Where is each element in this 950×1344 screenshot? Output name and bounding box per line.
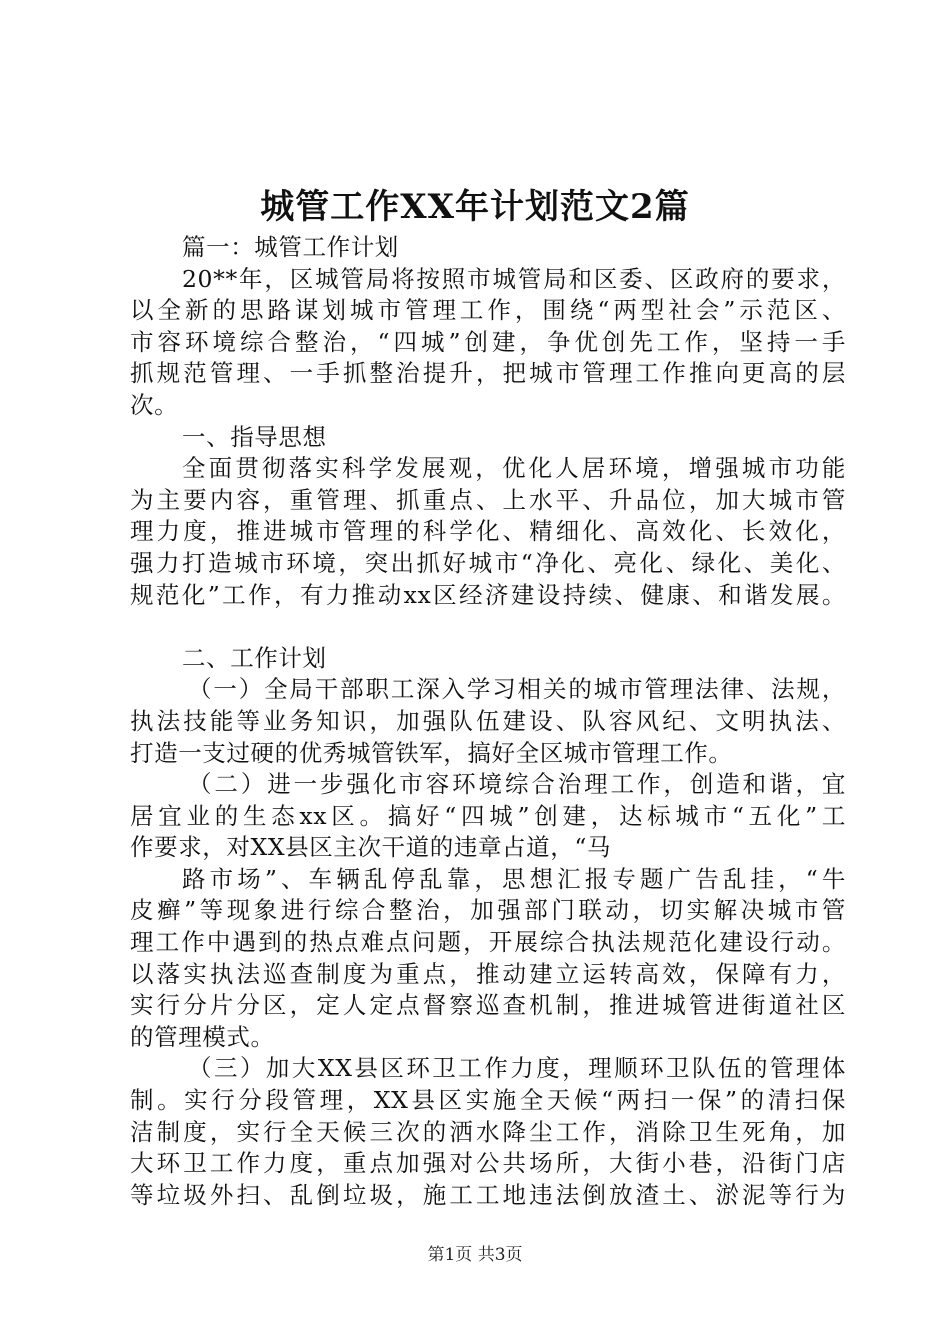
paragraph-line: 强力打造城市环境，突出抓好城市“净化、亮化、绿化、美化、 — [130, 548, 846, 577]
paragraph-line: 次。 — [130, 390, 179, 419]
paragraph-line: 规范化”工作，有力推动xx区经济建设持续、健康、和谐发展。 — [130, 580, 846, 609]
paragraph-line: 等垃圾外扫、乱倒垃圾，施工工地违法倒放渣土、淤泥等行为 — [130, 1180, 846, 1209]
paragraph-line: 路市场”、车辆乱停乱靠，思想汇报专题广告乱挂，“牛 — [182, 864, 846, 893]
paragraph-line: 居宜业的生态xx区。搞好“四城”创建，达标城市“五化”工 — [130, 801, 846, 830]
paragraph-line: 执法技能等业务知识，加强队伍建设、队容风纪、文明执法、 — [130, 706, 846, 735]
paragraph-line: 全面贯彻落实科学发展观，优化人居环境，增强城市功能 — [182, 454, 846, 483]
paragraph-line: 理工作中遇到的热点难点问题，开展综合执法规范化建设行动。 — [130, 928, 846, 957]
paragraph-line: 作要求，对XX县区主次干道的违章占道，“马 — [130, 833, 612, 862]
paragraph-line: 皮癣”等现象进行综合整治，加强部门联动，切实解决城市管 — [130, 896, 846, 925]
paragraph-line: 为主要内容，重管理、抓重点、上水平、升品位，加大城市管 — [130, 485, 846, 514]
paragraph-line: 以落实执法巡查制度为重点，推动建立运转高效，保障有力， — [130, 959, 846, 988]
paragraph-line: 打造一支过硬的优秀城管铁军，搞好全区城市管理工作。 — [130, 738, 733, 767]
paragraph-line: 市容环境综合整治，“四城”创建，争优创先工作，坚持一手 — [130, 327, 846, 356]
section-heading: 篇一：城管工作计划 — [182, 233, 399, 261]
section-heading: 一、指导思想 — [182, 422, 327, 451]
paragraph-line: 制。实行分段管理，XX县区实施全天候“两扫一保”的清扫保 — [130, 1086, 846, 1115]
paragraph-line: 20**年，区城管局将按照市城管局和区委、区政府的要求， — [182, 264, 846, 293]
page-footer: 第1页 共3页 — [427, 1245, 523, 1265]
paragraph-line: 洁制度，实行全天候三次的洒水降尘工作，消除卫生死角，加 — [130, 1117, 846, 1146]
paragraph-line: 理力度，推进城市管理的科学化、精细化、高效化、长效化， — [130, 517, 846, 546]
paragraph-line: 实行分片分区，定人定点督察巡查机制，推进城管进街道社区 — [130, 991, 846, 1020]
paragraph-line: （二）进一步强化市容环境综合治理工作，创造和谐，宜 — [188, 770, 846, 799]
paragraph-line: （三）加大XX县区环卫工作力度，理顺环卫队伍的管理体 — [188, 1054, 846, 1083]
document-body — [130, 232, 846, 1211]
blank-line — [130, 611, 846, 643]
paragraph-line: 的管理模式。 — [130, 1022, 275, 1051]
document-title: 城管工作XX年计划范文2篇 — [260, 187, 690, 227]
paragraph-line: （一）全局干部职工深入学习相关的城市管理法律、法规， — [188, 675, 846, 704]
section-heading: 二、工作计划 — [182, 643, 327, 672]
paragraph-line: 大环卫工作力度，重点加强对公共场所，大街小巷，沿街门店 — [130, 1149, 846, 1178]
paragraph-line: 抓规范管理、一手抓整治提升，把城市管理工作推向更高的层 — [130, 359, 846, 388]
paragraph-line: 以全新的思路谋划城市管理工作，围绕“两型社会”示范区、 — [130, 296, 846, 325]
